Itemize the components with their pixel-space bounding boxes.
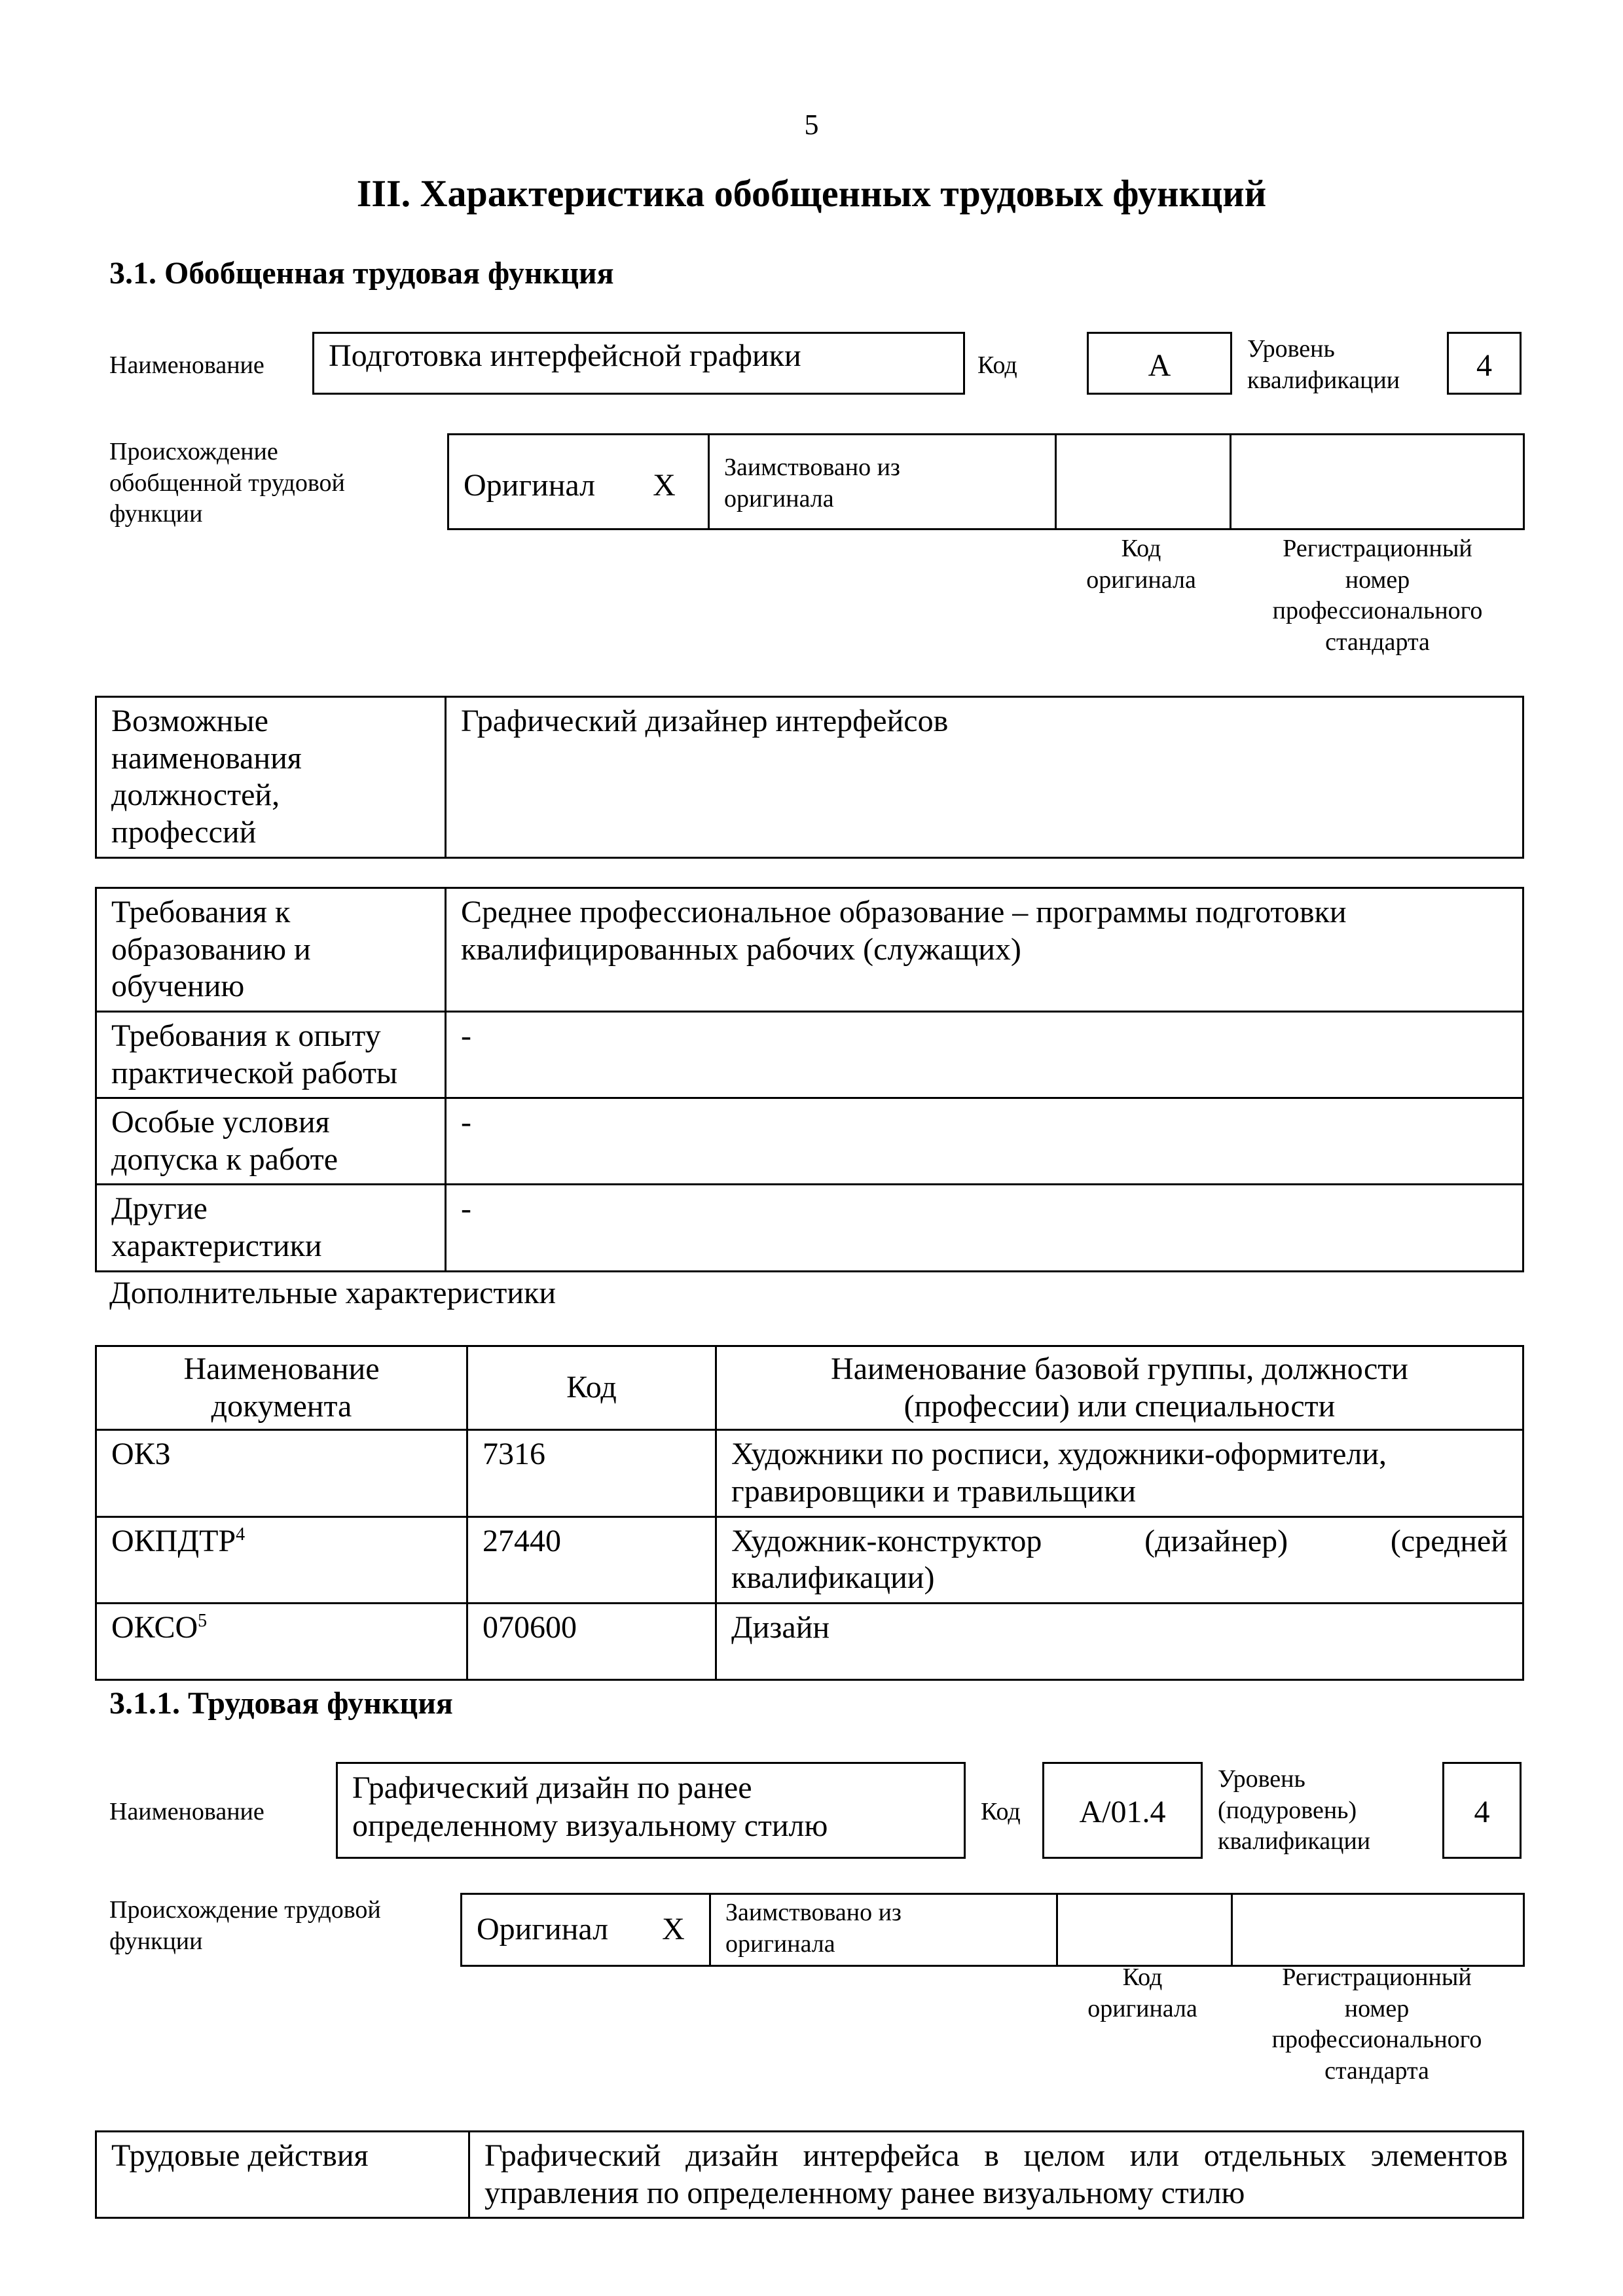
req-admission-label <box>96 1098 446 1185</box>
additional-row-code: 070600 <box>467 1603 716 1679</box>
gtf-name-label: Наименование <box>109 351 264 379</box>
actions-label: Трудовые действия <box>96 2132 469 2218</box>
tf-original-label: Оригинал <box>477 1912 609 1946</box>
tf-borrowed-line1: Заимствовано из <box>725 1899 902 1926</box>
additional-row-name-line1: Художники по росписи, художники-оформители, <box>731 1437 1387 1472</box>
tf-code-label: Код <box>981 1798 1021 1825</box>
additional-row-doc-text: ОКЗ <box>111 1437 171 1472</box>
positions-value-cell <box>446 697 1523 858</box>
positions-label-cell <box>96 697 446 858</box>
req-education-value-line2: квалифицированных рабочих (служащих) <box>461 931 1021 967</box>
gtf-heading: 3.1. Обобщенная трудовая функция <box>109 256 614 291</box>
requirements-row <box>96 1185 1523 1271</box>
gtf-orig-code-caption <box>1054 533 1228 596</box>
footnote-mark: 5 <box>198 1610 208 1631</box>
requirements-row <box>96 888 1523 1012</box>
req-education-label-line3: обучению <box>111 969 245 1004</box>
tf-level-label-line2: (подуровень) <box>1218 1796 1357 1824</box>
page-number: 5 <box>804 109 819 141</box>
additional-row-name <box>716 1603 1523 1679</box>
tf-reg-caption <box>1231 1962 1523 2087</box>
req-other-label <box>96 1185 446 1271</box>
req-education-label <box>96 888 446 1012</box>
gtf-orig-code-caption-line1: Код <box>1121 535 1161 562</box>
req-experience-value: - <box>446 1011 1523 1098</box>
tf-reg-caption-line4: стандарта <box>1324 2056 1429 2085</box>
tf-reg-caption-line1: Регистрационный <box>1282 1964 1472 1991</box>
tf-name-value-line2: определенному визуальному стилю <box>352 1808 828 1843</box>
additional-row-name-line2: квалификации) <box>731 1560 935 1596</box>
req-other-value: - <box>446 1185 1523 1271</box>
tf-reg-caption-line3: профессионального <box>1271 2026 1482 2053</box>
additional-header-code: Код <box>467 1346 716 1430</box>
tf-original-cell <box>462 1894 710 1966</box>
tf-orig-code-cell <box>1057 1894 1232 1966</box>
gtf-level-value: 4 <box>1476 348 1492 383</box>
positions-label-line4: профессий <box>111 814 257 850</box>
additional-header-group-line2: (профессии) или специальности <box>903 1388 1336 1424</box>
section-title: III. Характеристика обобщенных трудовых функций <box>356 172 1267 215</box>
positions-label-line2: наименования <box>111 740 302 776</box>
tf-original-mark: X <box>662 1912 685 1946</box>
requirements-row <box>96 1011 1523 1098</box>
tf-reg-number-cell <box>1232 1894 1524 1966</box>
tf-level-box <box>1442 1762 1522 1859</box>
additional-header-doc-line1: Наименование <box>183 1352 380 1386</box>
gtf-origin-line3: функции <box>109 500 203 528</box>
gtf-origin-label <box>109 437 345 530</box>
gtf-borrowed-line2: оригинала <box>724 484 834 512</box>
gtf-code-box <box>1087 332 1232 395</box>
gtf-name-value: Подготовка интерфейсной графики <box>329 338 801 373</box>
tf-orig-code-caption-line2: оригинала <box>1087 1994 1197 2022</box>
additional-row-name <box>716 1516 1523 1603</box>
additional-row <box>96 1516 1523 1603</box>
req-education-value <box>446 888 1523 1012</box>
additional-title: Дополнительные характеристики <box>109 1276 556 1310</box>
req-experience-label-line1: Требования к опыту <box>111 1018 381 1053</box>
tf-orig-code-caption <box>1055 1962 1230 2024</box>
actions-value-line1: Графический дизайн интерфейса в целом или отдельных элементов <box>484 2138 1508 2173</box>
positions-value: Графический дизайнер интерфейсов <box>461 704 949 738</box>
additional-row-name-line2: гравировщики и травильщики <box>731 1473 1137 1509</box>
tf-code-value: A/01.4 <box>1079 1795 1166 1829</box>
req-experience-label-line2: практической работы <box>111 1055 398 1090</box>
footnote-mark: 4 <box>236 1524 246 1545</box>
gtf-reg-caption-line3: профессионального <box>1272 597 1483 624</box>
req-admission-value: - <box>446 1098 1523 1185</box>
req-admission-label-line2: допуска к работе <box>111 1141 338 1177</box>
req-education-value-line1: Среднее профессиональное образование – программы подготовки <box>461 895 1347 929</box>
gtf-code-label: Код <box>977 351 1017 379</box>
req-other-label-line2: характеристики <box>111 1229 322 1263</box>
actions-table <box>95 2130 1524 2219</box>
gtf-code-value: A <box>1148 348 1171 383</box>
additional-row-name <box>716 1430 1523 1516</box>
additional-row <box>96 1603 1523 1679</box>
additional-table <box>95 1345 1524 1681</box>
gtf-borrowed-cell <box>709 435 1056 529</box>
tf-origin-table <box>460 1893 1525 1967</box>
tf-reg-caption-line2: номер <box>1344 1994 1410 2022</box>
additional-header-group <box>716 1346 1523 1430</box>
tf-code-box <box>1042 1762 1203 1859</box>
gtf-reg-number-cell <box>1231 435 1524 529</box>
additional-header-doc <box>96 1346 467 1430</box>
positions-label-line3: должностей, <box>111 778 280 813</box>
gtf-name-box <box>312 332 965 395</box>
tf-origin-line2: функции <box>109 1927 203 1955</box>
positions-label-line1: Возможные <box>111 704 268 738</box>
gtf-origin-line1: Происхождение <box>109 438 278 465</box>
gtf-level-label-line1: Уровень <box>1247 335 1335 363</box>
gtf-reg-caption <box>1231 533 1524 658</box>
gtf-original-mark: X <box>653 468 676 503</box>
tf-orig-code-caption-line1: Код <box>1122 1964 1163 1991</box>
additional-row-code: 7316 <box>467 1430 716 1516</box>
gtf-reg-caption-line1: Регистрационный <box>1283 535 1472 562</box>
additional-row-code: 27440 <box>467 1516 716 1603</box>
additional-row-doc <box>96 1430 467 1516</box>
gtf-origin-table <box>447 433 1525 530</box>
gtf-level-box <box>1447 332 1522 395</box>
requirements-row <box>96 1098 1523 1185</box>
gtf-reg-caption-line4: стандарта <box>1325 628 1430 656</box>
gtf-original-label: Оригинал <box>464 468 596 503</box>
tf-level-value: 4 <box>1474 1795 1490 1829</box>
gtf-level-label-line2: квалификации <box>1247 366 1400 394</box>
gtf-reg-caption-line2: номер <box>1345 565 1410 594</box>
actions-value-line2: управления по определенному ранее визуальному стилю <box>484 2175 1245 2210</box>
gtf-original-cell <box>448 435 709 529</box>
requirements-table <box>95 887 1524 1272</box>
additional-row-doc-text: ОКСО <box>111 1609 198 1645</box>
gtf-orig-code-cell <box>1056 435 1231 529</box>
req-admission-label-line1: Особые условия <box>111 1105 330 1140</box>
tf-origin-line1: Происхождение трудовой <box>109 1896 381 1924</box>
actions-value-cell <box>469 2132 1523 2218</box>
tf-level-label-line3: квалификации <box>1218 1827 1371 1855</box>
tf-level-label-line1: Уровень <box>1218 1765 1305 1793</box>
tf-name-box <box>336 1762 966 1859</box>
gtf-level-label <box>1247 334 1400 396</box>
tf-borrowed-line2: оригинала <box>725 1929 835 1958</box>
gtf-origin-line2: обобщенной трудовой <box>109 469 345 497</box>
additional-row-name-line1: Художник-конструктор (дизайнер) (средней <box>731 1523 1508 1558</box>
additional-row <box>96 1430 1523 1516</box>
req-experience-label <box>96 1011 446 1098</box>
additional-header-row <box>96 1346 1523 1430</box>
additional-row-doc-text: ОКПДТР <box>111 1523 236 1558</box>
gtf-borrowed-line1: Заимствовано из <box>724 454 900 481</box>
additional-row-doc <box>96 1603 467 1679</box>
tf-level-label <box>1218 1764 1370 1857</box>
additional-row-name-line1: Дизайн <box>731 1609 830 1645</box>
tf-heading: 3.1.1. Трудовая функция <box>109 1686 453 1721</box>
req-education-label-line1: Требования к <box>111 895 291 929</box>
additional-header-group-line1: Наименование базовой группы, должности <box>831 1352 1408 1386</box>
req-other-label-line1: Другие <box>111 1191 208 1227</box>
additional-header-doc-line2: документа <box>211 1388 352 1424</box>
additional-row-doc <box>96 1516 467 1603</box>
tf-borrowed-cell <box>710 1894 1057 1966</box>
tf-name-value-line1: Графический дизайн по ранее <box>352 1770 752 1805</box>
tf-name-label: Наименование <box>109 1798 264 1825</box>
tf-origin-label <box>109 1895 381 1957</box>
gtf-orig-code-caption-line2: оригинала <box>1086 565 1196 594</box>
positions-table <box>95 696 1524 859</box>
req-education-label-line2: образованию и <box>111 931 311 967</box>
